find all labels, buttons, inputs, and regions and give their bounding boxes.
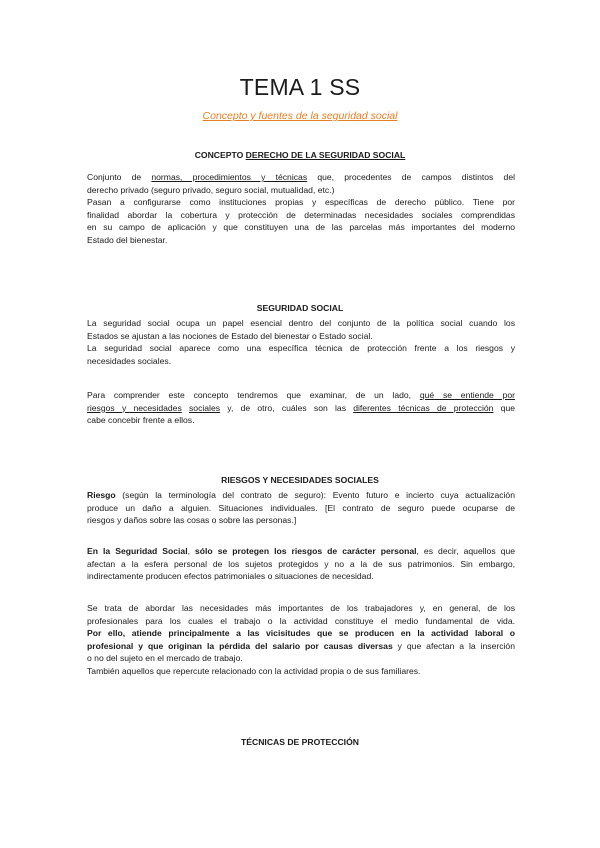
paragraph-concepto: Conjunto de normas, procedimientos y técnicas que, procedentes de campos distintos del derecho privado (seguro privado, seguro social, mutualidad, etc.) Pasan a configurarse como instituciones propias y específicas de derecho público. Tiene por finalidad abordar la cobertura y protección de determinadas necesidades sociales comprendidas en su campo de aplicación y que constituyen una de las parcelas más importantes del moderno Estado del bienestar. — [87, 172, 516, 245]
paragraph-seguridad-social-riesgos: En la Seguridad Social, sólo se protegen los riesgos de carácter personal, es decir, aquellos que afectan a la esfera personal de los sujetos protegidos y no a la de sus patrimonios. Sin embargo, indirectamente producen efectos patrimoniales o situaciones de necesidad. — [87, 546, 515, 582]
paragraph-necesidades: Se trata de abordar las necesidades más importantes de los trabajadores y, en general, de los profesionales para los cuales el trabajo o la actividad constituye el medio fundamental de vida. Por ello, atiende principalmente a las vicisitudes que se producen en la actividad laboral o profesional y que originan la pérdida del salario por causas diversas y que afectan a la inserción o no del sujeto en el mercado de trabajo. También aquellos que repercute relacionado con la actividad propia o de sus familiares. — [87, 603, 515, 676]
paragraph-seguridad-social: La seguridad social ocupa un papel esencial dentro del conjunto de la política social cuando los Estados se ajustan a las nociones de Estado del bienestar o Estado social. La seguridad social aparece como una específica técnica de protección frente a los riesgos y necesidades sociales. — [87, 318, 515, 366]
document-subtitle: Concepto y fuentes de la seguridad social — [202, 110, 398, 122]
document-title: TEMA 1 SS — [239, 74, 361, 100]
paragraph-riesgo: Riesgo (según la terminología del contrato de seguro): Evento futuro e incierto cuya actualización produce un daño a alguien. Situaciones individuales. [El contrato de seguro puede ocuparse de riesgos y daños sobre las cosas o sobre las personas.] — [87, 490, 515, 526]
section-heading-riesgos: RIESGOS Y NECESIDADES SOCIALES — [221, 475, 379, 485]
section-heading-tecnicas: TÉCNICAS DE PROTECCIÓN — [241, 737, 359, 747]
section-heading-concepto: CONCEPTO DERECHO DE LA SEGURIDAD SOCIAL — [194, 150, 406, 160]
paragraph-comprender: Para comprender este concepto tendremos que examinar, de un lado, qué se entiende por riesgos y necesidades sociales y, de otro, cuáles son las diferentes técnicas de protección que cabe concebir frente a ellos. — [87, 390, 516, 426]
section-heading-seguridad-social: SEGURIDAD SOCIAL — [256, 303, 344, 313]
